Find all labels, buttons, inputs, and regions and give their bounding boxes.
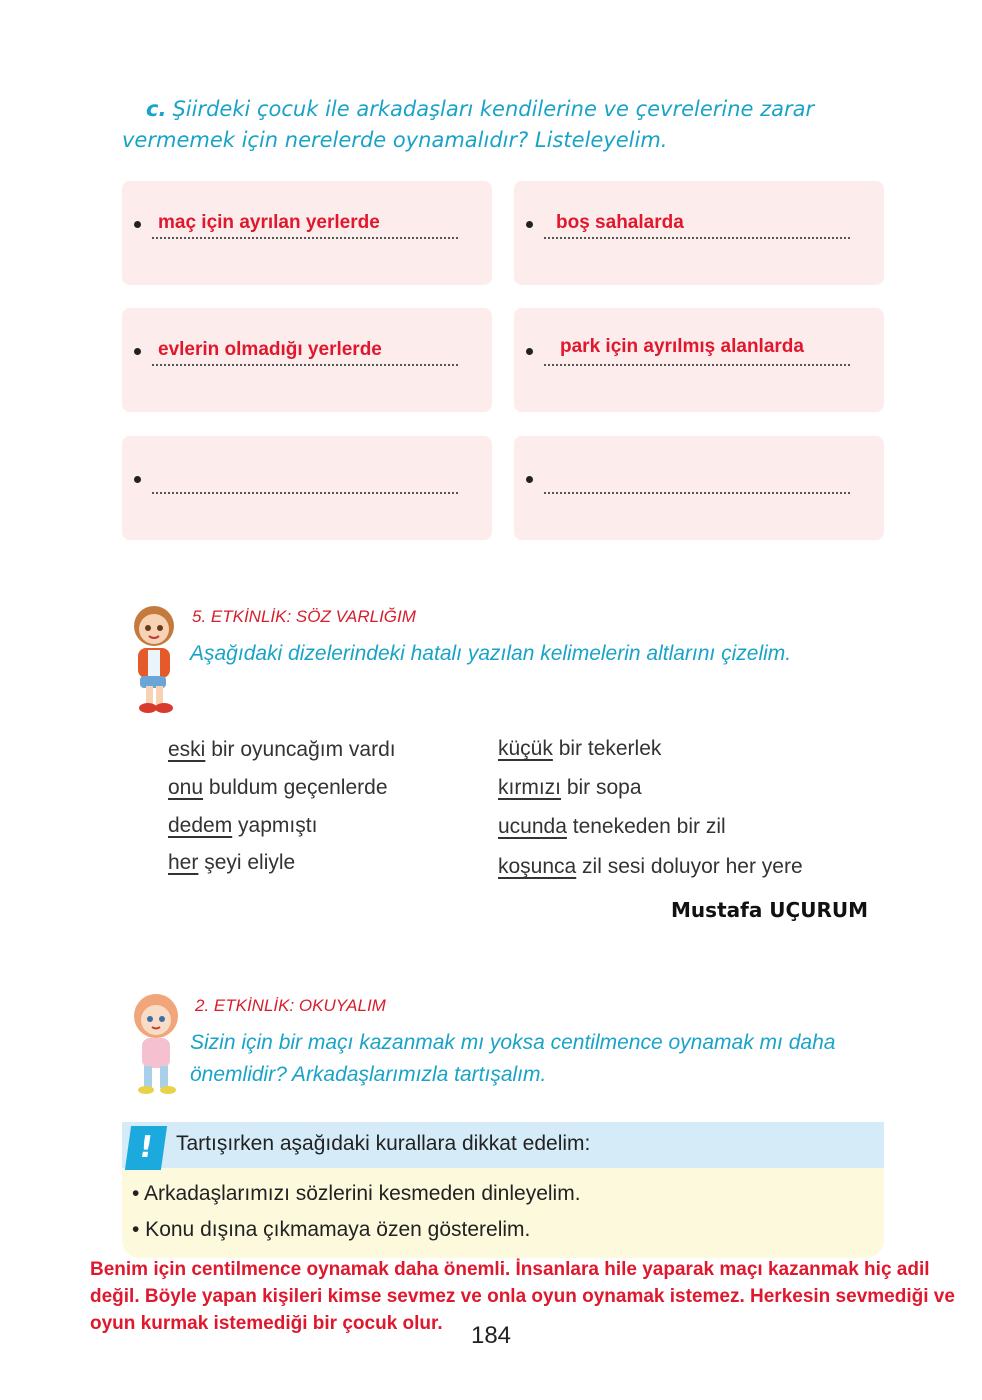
page-number: 184 (470, 1322, 512, 1349)
bullet-icon (526, 348, 533, 355)
answer-text-3: evlerin olmadığı yerlerde (158, 339, 382, 360)
section-c-question (122, 94, 902, 156)
activity2-title: 2. ETKİNLİK: OKUYALIM (195, 996, 386, 1015)
student-answer: Benim için centilmence oynamak daha önemli. İnsanlara hile yaparak maçı kazanmak hiç adil değil. Böyle yapan kişileri kimse sevmez ve onla oyun oynamak istemez. Herkesin sevmediği ve oyun kurmak istemediği bir çocuk olur. (90, 1259, 955, 1334)
dotted-line (544, 364, 850, 366)
bullet-icon (134, 476, 141, 483)
dotted-line (544, 492, 850, 494)
bullet-icon (526, 221, 533, 228)
answer-text-1: maç için ayrılan yerlerde (158, 212, 380, 233)
answer-box-5[interactable] (122, 436, 492, 540)
activity5-instruction: Aşağıdaki dizelerindeki hatalı yazılan kelimelerin altlarını çizelim. (190, 642, 792, 665)
dotted-line (152, 237, 458, 239)
poem-line: her şeyi eliyle (168, 851, 296, 874)
rules-title: Tartışırken aşağıdaki kurallara dikkat edelim: (176, 1132, 591, 1155)
answer-box-1[interactable] (122, 181, 492, 285)
rule-item: • Konu dışına çıkmamaya özen gösterelim. (132, 1218, 531, 1241)
answer-box-3[interactable] (122, 308, 492, 412)
dotted-line (152, 364, 458, 366)
poem-line: kırmızı bir sopa (498, 776, 642, 799)
answer-box-2[interactable] (514, 181, 884, 285)
poem-line: ucunda tenekeden bir zil (498, 815, 726, 838)
exclamation-icon: ! (125, 1126, 167, 1170)
dotted-line (152, 492, 458, 494)
girl-illustration-icon (124, 990, 190, 1100)
dotted-line (544, 237, 850, 239)
boy-illustration-icon (122, 598, 188, 716)
bullet-icon (134, 348, 141, 355)
bullet-icon (134, 221, 141, 228)
poem-line: küçük bir tekerlek (498, 737, 662, 760)
poem-line: eski bir oyuncağım vardı (168, 738, 396, 761)
activity5-title: 5. ETKİNLİK: SÖZ VARLIĞIM (192, 607, 416, 626)
bullet-icon (526, 476, 533, 483)
poem-author: Mustafa UÇURUM (671, 898, 868, 922)
rule-item: • Arkadaşlarımızı sözlerini kesmeden dinleyelim. (132, 1182, 581, 1205)
question-letter: c. (146, 97, 167, 121)
question-text: Şiirdeki çocuk ile arkadaşları kendilerine ve çevrelerine zarar vermemek için nerelerde oynamalıdır? Listeleyelim. (122, 97, 815, 152)
activity2-instruction: Sizin için bir maçı kazanmak mı yoksa centilmence oynamak mı daha önemlidir? Arkadaşlarımızla tartışalım. (190, 1031, 836, 1086)
answer-text-2: boş sahalarda (556, 212, 684, 233)
poem-line: dedem yapmıştı (168, 814, 318, 837)
poem-line: koşunca zil sesi doluyor her yere (498, 855, 803, 878)
answer-box-4[interactable] (514, 308, 884, 412)
answer-text-4: park için ayrılmış alanlarda (560, 336, 804, 357)
answer-box-6[interactable] (514, 436, 884, 540)
poem-line: onu buldum geçenlerde (168, 776, 388, 799)
